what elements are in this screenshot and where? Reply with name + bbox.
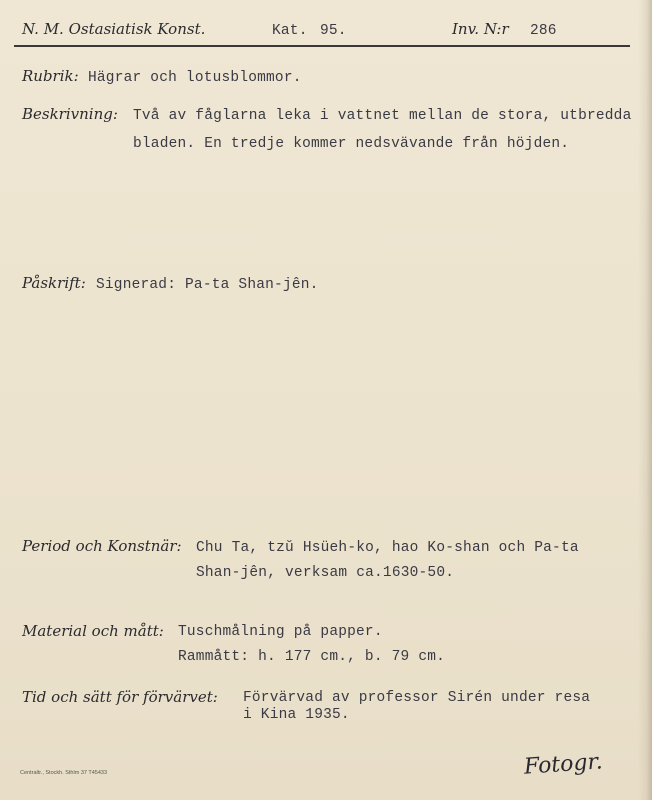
paskrift-value: Signerad: Pa-ta Shan-jên. <box>96 277 319 293</box>
forvarv-line-2: i Kina 1935. <box>243 707 350 723</box>
inv-value: 286 <box>530 23 557 39</box>
period-line-1: Chu Ta, tzŭ Hsüeh-ko, hao Ko-shan och Pa-ta <box>196 540 579 556</box>
handwritten-signature: Fotogr. <box>523 749 604 780</box>
material-label: Material och mått: <box>22 622 164 640</box>
rubrik-label: Rubrik: <box>22 67 79 85</box>
kat-value: 95. <box>320 23 347 39</box>
period-line-2: Shan-jên, verksam ca.1630-50. <box>196 565 455 581</box>
printer-imprint: Centraltr., Stockh. Sthlm 37 T45433 <box>20 770 108 776</box>
card-edge-shadow <box>638 0 652 800</box>
material-line-2: Rammått: h. 177 cm., b. 79 cm. <box>178 649 446 665</box>
beskrivning-line-1: Två av fåglarna leka i vattnet mellan de stora, utbredda <box>133 108 632 124</box>
material-line-1: Tuschmålning på papper. <box>178 624 383 640</box>
beskrivning-line-2: bladen. En tredje kommer nedsvävande från höjden. <box>133 136 570 152</box>
paskrift-label: Påskrift: <box>22 274 86 292</box>
rubrik-value: Hägrar och lotusblommor. <box>88 70 302 86</box>
forvarv-label: Tid och sätt för förvärvet: <box>22 688 218 706</box>
header-rule <box>14 45 630 47</box>
museum-name: N. M. Ostasiatisk Konst. <box>22 20 206 38</box>
period-label: Period och Konstnär: <box>22 537 182 555</box>
kat-label: Kat. <box>272 23 308 39</box>
inv-label: Inv. N:r <box>452 20 509 38</box>
beskrivning-label: Beskrivning: <box>22 105 118 123</box>
forvarv-line-1: Förvärvad av professor Sirén under resa <box>243 690 591 706</box>
